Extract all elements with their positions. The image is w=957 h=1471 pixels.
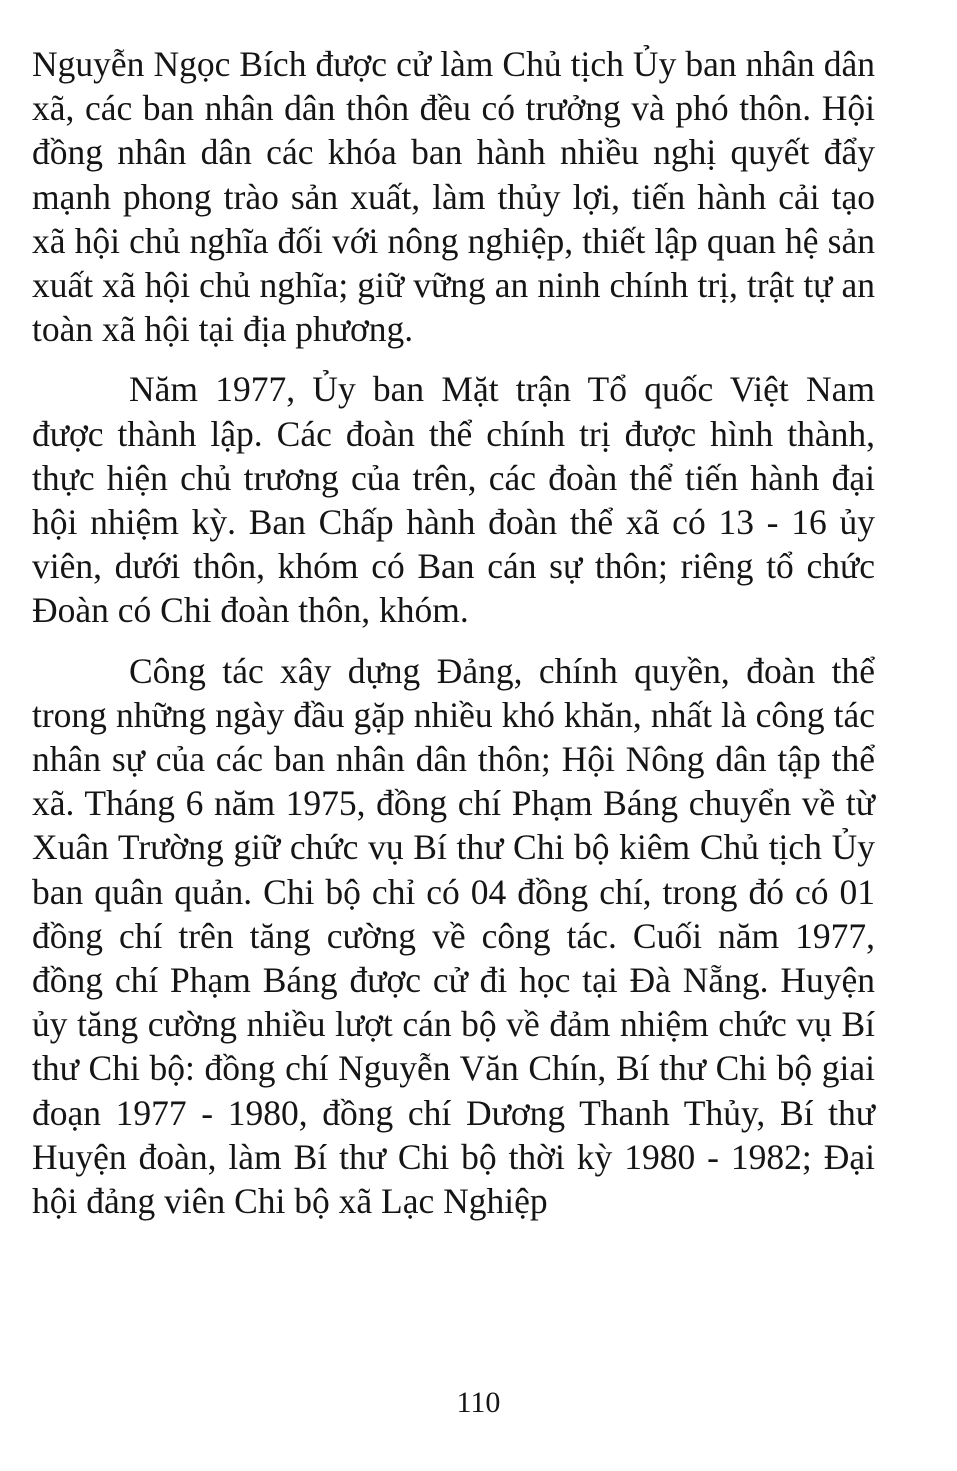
page-body: [32, 42, 875, 1223]
paragraph-2: Năm 1977, Ủy ban Mặt trận Tổ quốc Việt Nam được thành lập. Các đoàn thể chính trị được hình thành, thực hiện chủ trương của trên, các đoàn thể tiến hành đại hội nhiệm kỳ. Ban Chấp hành đoàn thể xã có 13 - 16 ủy viên, dưới thôn, khóm có Ban cán sự thôn; riêng tổ chức Đoàn có Chi đoàn thôn, khóm.: [32, 369, 875, 631]
page-number: 110: [456, 1386, 501, 1419]
paragraph-1: Nguyễn Ngọc Bích được cử làm Chủ tịch Ủy ban nhân dân xã, các ban nhân dân thôn đều có trưởng và phó thôn. Hội đồng nhân dân các khóa ban hành nhiều nghị quyết đẩy mạnh phong trào sản xuất, làm thủy lợi, tiến hành cải tạo xã hội chủ nghĩa đối với nông nghiệp, thiết lập quan hệ sản xuất xã hội chủ nghĩa; giữ vững an ninh chính trị, trật tự an toàn xã hội tại địa phương.: [32, 44, 875, 350]
paragraph-3: Công tác xây dựng Đảng, chính quyền, đoàn thể trong những ngày đầu gặp nhiều khó khăn, nhất là công tác nhân sự của các ban nhân dân thôn; Hội Nông dân tập thể xã. Tháng 6 năm 1975, đồng chí Phạm Báng chuyển về từ Xuân Trường giữ chức vụ Bí thư Chi bộ kiêm Chủ tịch Ủy ban quân quản. Chi bộ chỉ có 04 đồng chí, trong đó có 01 đồng chí trên tăng cường về công tác. Cuối năm 1977, đồng chí Phạm Báng được cử đi học tại Đà Nẵng. Huyện ủy tăng cường nhiều lượt cán bộ về đảm nhiệm chức vụ Bí thư Chi bộ: đồng chí Nguyễn Văn Chín, Bí thư Chi bộ giai đoạn 1977 - 1980, đồng chí Dương Thanh Thủy, Bí thư Huyện đoàn, làm Bí thư Chi bộ thời kỳ 1980 - 1982; Đại hội đảng viên Chi bộ xã Lạc Nghiệp: [32, 650, 875, 1222]
